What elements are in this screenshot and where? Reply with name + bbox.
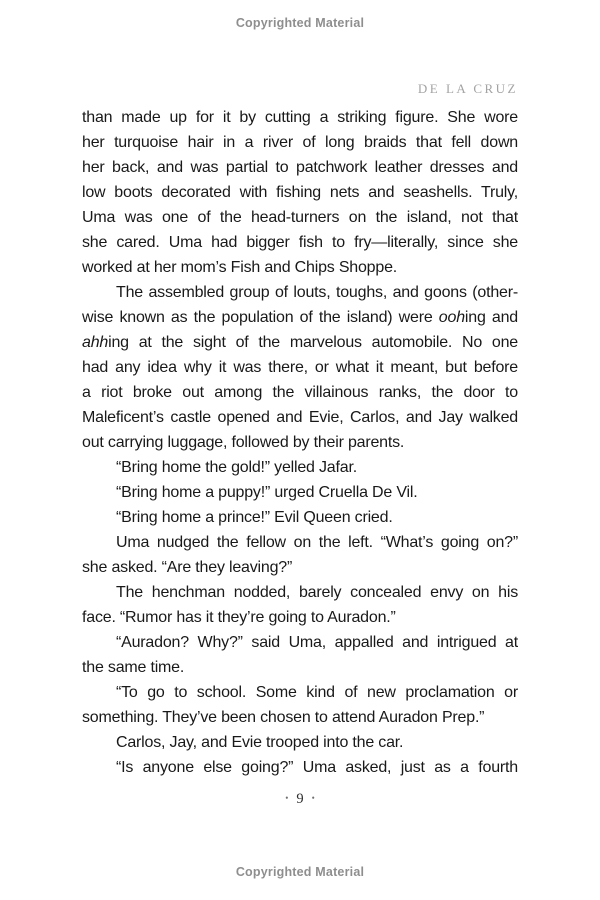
- text-line: worked at her mom’s Fish and Chips Shoppe.: [82, 259, 398, 276]
- copyright-notice-bottom: Copyrighted Material: [235, 865, 365, 879]
- text-line: “To go to school. Some kind of new proclamation or: [116, 684, 518, 701]
- page-number: 9: [296, 791, 304, 807]
- text-line: than made up for it by cutting a striking figure. She wore: [82, 109, 518, 126]
- text-line: Carlos, Jay, and Evie trooped into the car.: [116, 734, 404, 751]
- text-line: ahhing at the sight of the marvelous automobile. No one: [82, 334, 518, 351]
- text-line: Uma nudged the fellow on the left. “What’s going on?”: [116, 534, 518, 551]
- text-line: “Is anyone else going?” Uma asked, just as a fourth: [116, 759, 518, 776]
- text-line: her back, and was partial to patchwork leather dresses and: [82, 159, 518, 176]
- text-line: “Auradon? Why?” said Uma, appalled and intrigued at: [116, 634, 518, 651]
- text-line: “Bring home a puppy!” urged Cruella De Vil.: [116, 484, 418, 501]
- text-line: The henchman nodded, barely concealed envy on his: [116, 584, 518, 601]
- text-line: “Bring home the gold!” yelled Jafar.: [116, 459, 357, 476]
- text-line: Maleficent’s castle opened and Evie, Carlos, and Jay walked: [82, 409, 518, 426]
- text-line: The assembled group of louts, toughs, and goons (other-: [116, 284, 518, 301]
- text-line: wise known as the population of the island) were oohing and: [82, 309, 518, 326]
- text-line: the same time.: [82, 659, 185, 676]
- text-line: she asked. “Are they leaving?”: [82, 559, 293, 576]
- page-number-decoration-left: •: [285, 793, 289, 803]
- page-number-block: [0, 790, 600, 810]
- text-line: low boots decorated with fishing nets and seashells. Truly,: [82, 184, 518, 201]
- running-header-author: DE LA CRUZ: [417, 81, 518, 96]
- text-line: she cared. Uma had bigger fish to fry—literally, since she: [82, 234, 518, 251]
- text-line: something. They’ve been chosen to attend Auradon Prep.”: [82, 709, 485, 726]
- text-line: her turquoise hair in a river of long braids that fell down: [82, 134, 518, 151]
- copyright-notice-top: Copyrighted Material: [235, 16, 365, 30]
- text-line: face. “Rumor has it they’re going to Auradon.”: [82, 609, 396, 626]
- body-text: [82, 105, 518, 780]
- text-line: Uma was one of the head-turners on the island, not that: [82, 209, 518, 226]
- text-line: out carrying luggage, followed by their parents.: [82, 434, 405, 451]
- text-line: a riot broke out among the villainous ranks, the door to: [82, 384, 518, 401]
- text-line: had any idea why it was there, or what it meant, but before: [82, 359, 518, 376]
- text-line: “Bring home a prince!” Evil Queen cried.: [116, 509, 393, 526]
- page-number-decoration-right: •: [311, 793, 315, 803]
